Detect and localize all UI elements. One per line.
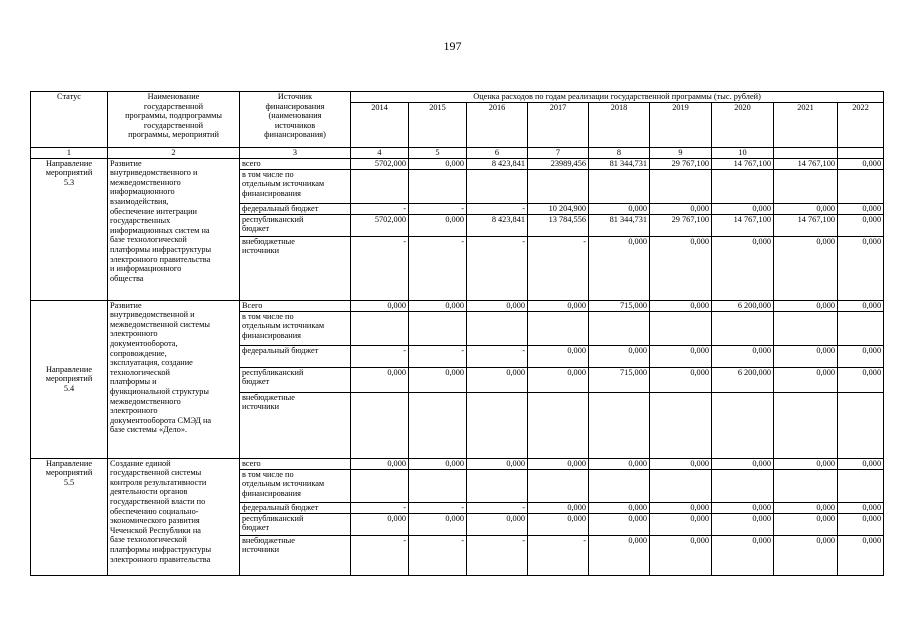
year-value-cell: - [351, 345, 409, 367]
funding-source: федеральный бюджет [240, 203, 351, 214]
year-value-cell: 0,000 [774, 300, 838, 311]
year-value-cell: 0,000 [467, 458, 528, 469]
section-status: Направление мероприятий 5.4 [31, 300, 108, 458]
year-value-cell: 0,000 [650, 502, 712, 513]
year-value-cell: 0,000 [650, 236, 712, 300]
table-row [31, 158, 884, 169]
year-value-cell: 0,000 [774, 203, 838, 214]
year-value-cell: - [409, 236, 467, 300]
year-value-cell: 6 200,000 [712, 367, 774, 392]
year-value-cell [838, 469, 884, 502]
header-row [31, 92, 884, 103]
year-header: 2019 [650, 103, 712, 148]
year-value-cell [650, 469, 712, 502]
year-value-cell: - [467, 345, 528, 367]
year-value-cell: 0,000 [712, 203, 774, 214]
funding-source: федеральный бюджет [240, 502, 351, 513]
year-value-cell [467, 469, 528, 502]
year-value-cell: 0,000 [838, 458, 884, 469]
year-value-cell [589, 311, 650, 345]
year-value-cell [712, 392, 774, 458]
year-value-cell: 715,000 [589, 300, 650, 311]
year-value-cell: 0,000 [838, 535, 884, 575]
year-value-cell: 0,000 [650, 535, 712, 575]
year-value-cell: 0,000 [589, 502, 650, 513]
year-value-cell: - [351, 502, 409, 513]
year-value-cell: 81 344,731 [589, 158, 650, 169]
funding-source: внебюджетные источники [240, 392, 351, 458]
year-value-cell: 0,000 [409, 513, 467, 535]
header-source: Источник финансирования (наименования источников финансирования) [240, 92, 351, 148]
year-value-cell: 0,000 [712, 236, 774, 300]
year-value-cell: 0,000 [589, 458, 650, 469]
year-value-cell: - [351, 236, 409, 300]
year-value-cell [351, 392, 409, 458]
year-value-cell: 29 767,100 [650, 158, 712, 169]
year-value-cell [467, 311, 528, 345]
year-value-cell: 0,000 [409, 214, 467, 236]
year-value-cell: 0,000 [774, 535, 838, 575]
year-value-cell: - [409, 535, 467, 575]
column-number: 5 [409, 148, 467, 159]
year-value-cell: 0,000 [712, 535, 774, 575]
year-value-cell: 0,000 [774, 502, 838, 513]
year-value-cell [650, 392, 712, 458]
year-value-cell: - [351, 535, 409, 575]
column-number: 9 [650, 148, 712, 159]
year-value-cell: 0,000 [467, 513, 528, 535]
year-value-cell: 0,000 [528, 502, 589, 513]
year-value-cell: 13 784,556 [528, 214, 589, 236]
year-value-cell [838, 392, 884, 458]
year-value-cell [774, 469, 838, 502]
column-number: 7 [528, 148, 589, 159]
year-value-cell [712, 469, 774, 502]
year-value-cell: 0,000 [712, 502, 774, 513]
year-value-cell [409, 311, 467, 345]
year-value-cell [650, 311, 712, 345]
funding-source: федеральный бюджет [240, 345, 351, 367]
year-value-cell: 0,000 [528, 345, 589, 367]
year-value-cell [774, 392, 838, 458]
year-value-cell [409, 469, 467, 502]
year-header: 2014 [351, 103, 409, 148]
year-value-cell [838, 311, 884, 345]
year-value-cell: 6 200,000 [712, 300, 774, 311]
year-value-cell: 5702,000 [351, 214, 409, 236]
year-value-cell [351, 469, 409, 502]
column-number [774, 148, 838, 159]
funding-source: в том числе по отдельным источникам финансирования [240, 169, 351, 203]
year-value-cell: 8 423,841 [467, 214, 528, 236]
year-value-cell: 0,000 [409, 300, 467, 311]
page-number: 197 [443, 39, 462, 53]
year-value-cell: - [409, 345, 467, 367]
year-value-cell: - [528, 236, 589, 300]
header-name: Наименование государственной программы, подпрограммы государственной программы, мероприятий [108, 92, 240, 148]
funding-source: всего [240, 458, 351, 469]
year-value-cell: 0,000 [838, 513, 884, 535]
year-value-cell [467, 169, 528, 203]
year-value-cell: 0,000 [528, 300, 589, 311]
year-value-cell: 0,000 [409, 367, 467, 392]
year-value-cell: 0,000 [528, 513, 589, 535]
funding-source: республиканский бюджет [240, 214, 351, 236]
year-value-cell: 0,000 [650, 203, 712, 214]
year-value-cell: 0,000 [774, 367, 838, 392]
year-value-cell [409, 392, 467, 458]
year-value-cell: 0,000 [650, 513, 712, 535]
funding-source: внебюджетные источники [240, 236, 351, 300]
year-value-cell [712, 169, 774, 203]
year-value-cell: 0,000 [351, 513, 409, 535]
table-body [31, 158, 884, 575]
year-value-cell [528, 392, 589, 458]
year-value-cell: 0,000 [589, 535, 650, 575]
year-value-cell: 8 423,841 [467, 158, 528, 169]
year-value-cell [528, 169, 589, 203]
year-header: 2020 [712, 103, 774, 148]
year-value-cell: 0,000 [838, 214, 884, 236]
year-header: 2017 [528, 103, 589, 148]
year-value-cell [589, 169, 650, 203]
section-status: Направление мероприятий 5.3 [31, 158, 108, 300]
column-number: 8 [589, 148, 650, 159]
year-value-cell [774, 311, 838, 345]
year-value-cell: 0,000 [838, 158, 884, 169]
column-number-row [31, 148, 884, 159]
year-value-cell [712, 311, 774, 345]
section-status: Направление мероприятий 5.5 [31, 458, 108, 575]
year-header: 2015 [409, 103, 467, 148]
funding-source: республиканский бюджет [240, 367, 351, 392]
section-description: Создание единой государственной системы контроля результативности деятельности органов государственной власти по обеспечению социально- экономического развития Чеченской Республики на базе технологической платформы инфраструктуры электронного правительства [108, 458, 240, 575]
year-value-cell [838, 169, 884, 203]
year-value-cell [351, 311, 409, 345]
year-value-cell: 0,000 [589, 345, 650, 367]
year-value-cell: 14 767,100 [774, 214, 838, 236]
year-value-cell: 81 344,731 [589, 214, 650, 236]
funding-source: Всего [240, 300, 351, 311]
column-number: 6 [467, 148, 528, 159]
year-header: 2018 [589, 103, 650, 148]
year-value-cell: 0,000 [774, 458, 838, 469]
year-value-cell: 14 767,100 [712, 214, 774, 236]
column-number: 1 [31, 148, 108, 159]
year-value-cell: 0,000 [650, 345, 712, 367]
year-value-cell: 0,000 [774, 236, 838, 300]
year-value-cell [589, 392, 650, 458]
year-value-cell: 0,000 [838, 345, 884, 367]
year-value-cell [774, 169, 838, 203]
year-value-cell: 0,000 [838, 367, 884, 392]
year-value-cell: 0,000 [838, 236, 884, 300]
year-value-cell: 0,000 [650, 367, 712, 392]
year-value-cell: 0,000 [774, 345, 838, 367]
year-value-cell: 23989,456 [528, 158, 589, 169]
table-row [31, 300, 884, 311]
column-number: 3 [240, 148, 351, 159]
year-value-cell [409, 169, 467, 203]
year-value-cell: 10 204,900 [528, 203, 589, 214]
funding-source: в том числе по отдельным источникам финансирования [240, 469, 351, 502]
year-value-cell [528, 311, 589, 345]
year-value-cell: 0,000 [589, 236, 650, 300]
year-value-cell: - [351, 203, 409, 214]
year-value-cell: 5702,000 [351, 158, 409, 169]
year-value-cell: 0,000 [838, 502, 884, 513]
year-value-cell: 0,000 [838, 300, 884, 311]
year-value-cell: 0,000 [467, 300, 528, 311]
year-value-cell [650, 169, 712, 203]
year-value-cell: 0,000 [774, 513, 838, 535]
column-number: 2 [108, 148, 240, 159]
year-value-cell: - [467, 535, 528, 575]
year-value-cell: 14 767,100 [774, 158, 838, 169]
year-value-cell: - [409, 203, 467, 214]
year-value-cell: 0,000 [650, 458, 712, 469]
budget-table [30, 91, 884, 576]
year-value-cell: 0,000 [351, 367, 409, 392]
year-value-cell: 0,000 [838, 203, 884, 214]
section-description: Развитие внутриведомственного и межведомственного информационного взаимодействия, обеспечение интеграции государственных информационных систем на базе технологической платформы инфраструктуры электронного правительства и информационного общества [108, 158, 240, 300]
year-value-cell: 0,000 [409, 158, 467, 169]
column-number [838, 148, 884, 159]
year-value-cell: - [467, 203, 528, 214]
section-description: Развитие внутриведомственной и межведомственной системы электронного документооборота, сопровождение, эксплуатация, создание технологической платформы и функциональной структуры межведомственного электронного документооборота СМЭД на базе системы «Дело». [108, 300, 240, 458]
year-value-cell: 715,000 [589, 367, 650, 392]
year-value-cell: 0,000 [589, 513, 650, 535]
year-value-cell: 0,000 [409, 458, 467, 469]
year-value-cell: 0,000 [712, 513, 774, 535]
year-value-cell: 0,000 [351, 458, 409, 469]
funding-source: внебюджетные источники [240, 535, 351, 575]
year-value-cell: 0,000 [528, 458, 589, 469]
year-value-cell [351, 169, 409, 203]
table-row [31, 458, 884, 469]
year-value-cell [467, 392, 528, 458]
year-header: 2021 [774, 103, 838, 148]
header-status: Статус [31, 92, 108, 148]
year-value-cell: 29 767,100 [650, 214, 712, 236]
year-value-cell: 0,000 [589, 203, 650, 214]
year-value-cell: 0,000 [351, 300, 409, 311]
year-value-cell: 14 767,100 [712, 158, 774, 169]
year-value-cell [589, 469, 650, 502]
year-header: 2022 [838, 103, 884, 148]
year-value-cell [528, 469, 589, 502]
year-value-cell: - [467, 236, 528, 300]
column-number: 4 [351, 148, 409, 159]
year-value-cell: - [409, 502, 467, 513]
year-value-cell: 0,000 [467, 367, 528, 392]
year-value-cell: - [467, 502, 528, 513]
year-value-cell: 0,000 [528, 367, 589, 392]
header-estimate: Оценка расходов по годам реализации государственной программы (тыс. рублей) [351, 92, 884, 103]
year-value-cell: 0,000 [712, 345, 774, 367]
year-header: 2016 [467, 103, 528, 148]
year-value-cell: - [528, 535, 589, 575]
funding-source: всего [240, 158, 351, 169]
year-value-cell: 0,000 [712, 458, 774, 469]
column-number: 10 [712, 148, 774, 159]
funding-source: республиканский бюджет [240, 513, 351, 535]
funding-source: в том числе по отдельным источникам финансирования [240, 311, 351, 345]
year-value-cell: 0,000 [650, 300, 712, 311]
